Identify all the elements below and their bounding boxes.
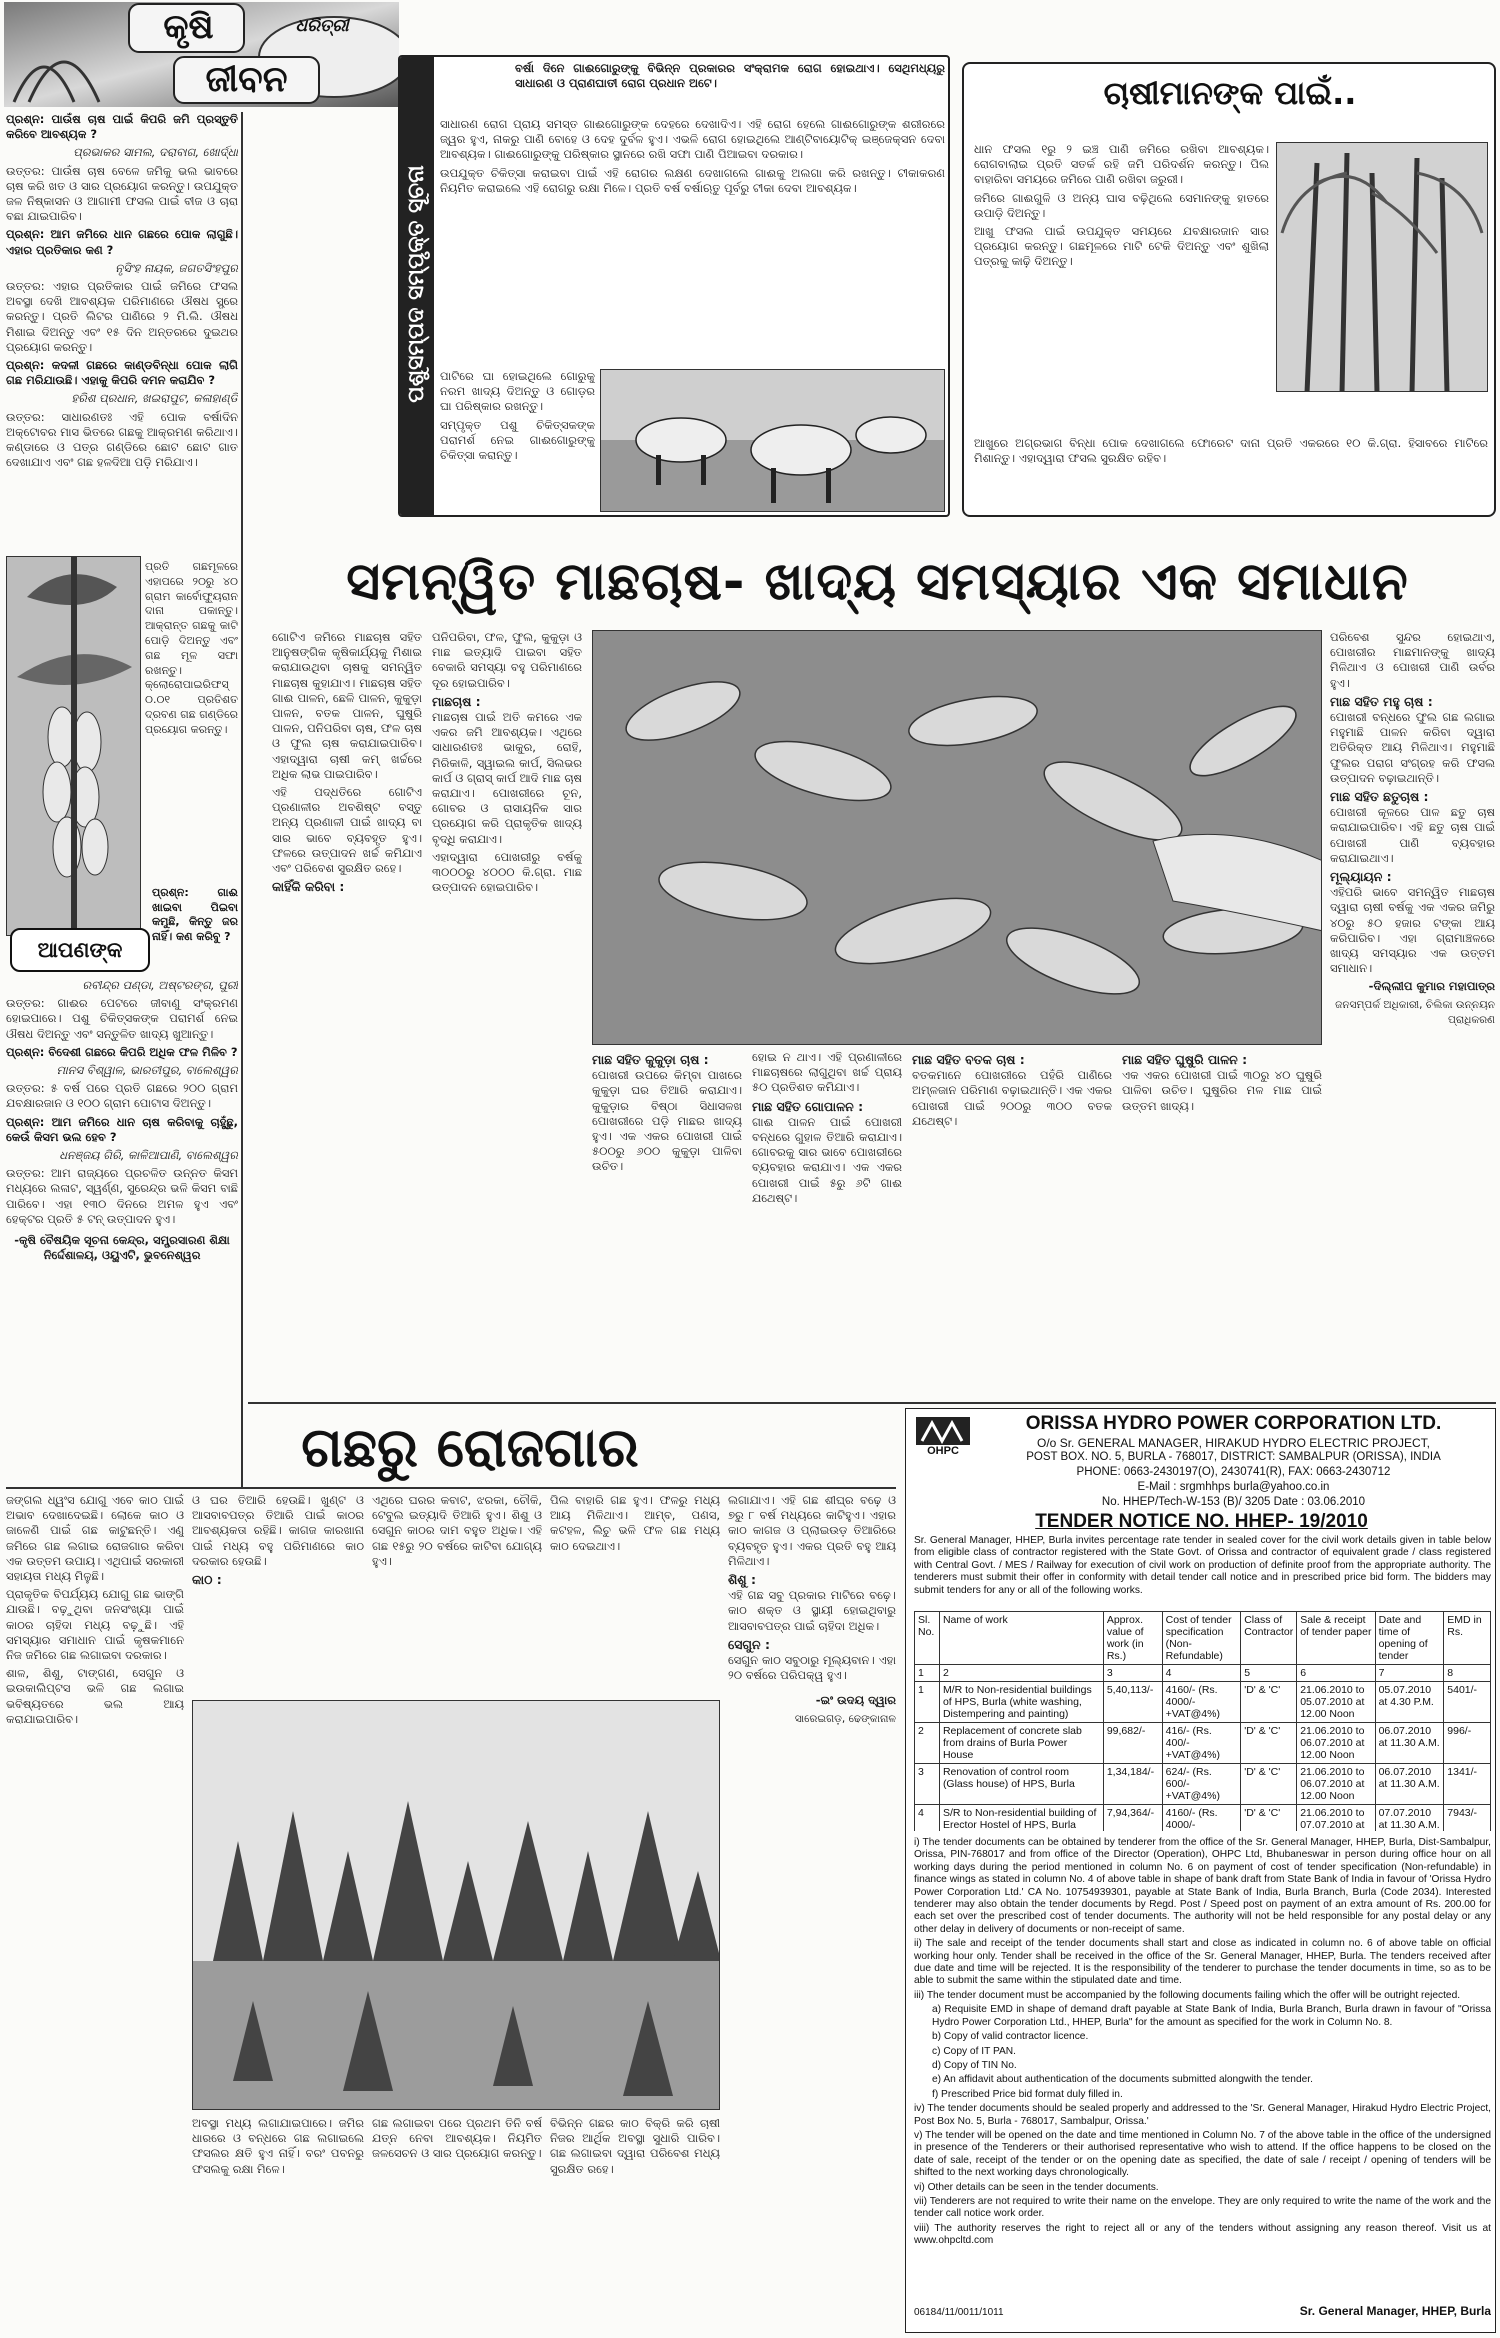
fish-subheading: ମାଛଚାଷ : — [432, 693, 481, 709]
fish-paragraph: ବତକମାନେ ପୋଖରୀରେ ପହଁରି ପାଣିରେ ଅମ୍ଳଜାନ ପରିମାଣ ବଢ଼ାଇଥାନ୍ତି। ଏକ ଏକର ପୋଖରୀ ପାଇଁ ୨୦୦ରୁ ୩୦୦ ବତକ ଯଥେଷ୍ଟ। — [912, 1068, 1112, 1128]
trees-subheading: କାଠ : — [192, 1572, 222, 1588]
farmers-tip: ଧାନ ଫସଲ ୧ରୁ ୨ ଇଞ୍ଚ ପାଣି ଜମିରେ ରଖିବା ଆବଶ୍ୟକ। ରୋଗବାଲାଇ ପ୍ରତି ସତର୍କ ରହି ଜମି ପରିଦର୍ଶନ କରନ୍ତୁ। ପିଲ ବାହାରିବା ସମୟରେ ଜମିରେ ପାଣି ରଖିବା ଜରୁରୀ। — [974, 142, 1269, 187]
tender-ad-code: 06184/11/0011/1011 — [914, 2307, 1004, 2318]
fish-paragraph: ଏହିପରି ଭାବେ ସମନ୍ୱିତ ମାଛଚାଷ ଦ୍ୱାରା ଚାଷୀ ବର୍ଷକୁ ଏକ ଏକର ଜମିରୁ ୪୦ରୁ ୫୦ ହଜାର ଟଙ୍କା ଆୟ କରିପାରିବ। ଏହା ଗ୍ରାମାଞ୍ଚଳରେ ଖାଦ୍ୟ ସମସ୍ୟାର ଏକ ଉତ୍ତମ ସମାଧାନ। — [1330, 885, 1495, 976]
ohpc-logo-text: OHPC — [927, 1445, 959, 1457]
trees-paragraph: ଶାଳ, ଶିଶୁ, ଟାଙ୍ଗଣ, ସେଗୁନ ଓ ଇଉକାଲିପ୍ଟସ ଭଳି ଗଛ ଲଗାଇ ଭବିଷ୍ୟତରେ ଭଲ ଆୟ କରାଯାଇପାରିବ। — [6, 1666, 184, 1726]
cattle-paragraph: ସମ୍ପୃକ୍ତ ପଶୁ ଚିକିତ୍ସକଙ୍କ ପରାମର୍ଶ ନେଇ ଗାଈଗୋରୁଙ୍କୁ ଚିକିତ୍ସା କରାନ୍ତୁ। — [440, 417, 595, 463]
tender-email: E-Mail : srgmhhps burla@yahoo.co.in — [1137, 1481, 1330, 1493]
trees-paragraph: ପିଲ ବାହାରି ଗଛ ହୁଏ। ଫଳରୁ ମଧ୍ୟ ଆୟ ମିଳିଥାଏ। ଆମ୍ବ, ପଣସ, କଟହଳ, ଲିଚୁ ଭଳି ଫଳ ଗଛ ମଧ୍ୟ କାଠ ଦେଇଥାଏ। — [550, 1493, 720, 1553]
banana-illustration — [7, 557, 141, 936]
forest-illustration — [193, 1701, 720, 2110]
farmers-tip: ଆଖୁରେ ଅଗ୍ରଭାଗ ବିନ୍ଧା ପୋକ ଦେଖାଗଲେ ଫୋରେଟ ଦାନା ପ୍ରତି ଏକରରେ ୧୦ କି.ଗ୍ରା. ହିସାବରେ ମାଟିରେ ମିଶାନ୍ତୁ। ଏହାଦ୍ୱାରା ଫସଲ ସୁରକ୍ଷିତ ରହିବ। — [974, 436, 1488, 466]
tender-col-number: 1 — [915, 1665, 940, 1682]
fish-paragraph: ପରିବେଶ ସୁନ୍ଦର ହୋଇଥାଏ, ପୋଖରୀର ମାଛମାନଙ୍କୁ ଖାଦ୍ୟ ମିଳିଥାଏ ଓ ପୋଖରୀ ପାଣି ଉର୍ବର ହୁଏ। — [1330, 630, 1495, 690]
qa-asker: ନୃସିଂହ ନାୟକ, ଜଗତସିଂହପୁର — [115, 260, 238, 275]
table-cell: 06.07.2010 at 11.30 A.M. — [1375, 1723, 1444, 1764]
table-cell: M/R to Non-residential buildings of HPS, Burla (white washing, Distempering and painting) — [939, 1682, 1103, 1723]
cattle-paragraph: ଉପଯୁକ୍ତ ଚିକିତ୍ସା କରାଇବା ପାଇଁ ଏହି ରୋଗର ଲକ୍ଷଣ ଦେଖାଗଲେ ଗାଈକୁ ଅଲଗା କରି ରଖନ୍ତୁ। ଟୀକାକରଣ ନିୟମିତ କରାଇଲେ ଏହି ରୋଗରୁ ରକ୍ଷା ମିଳେ। ପ୍ରତି ବର୍ଷ ବର୍ଷାଋତୁ ପୂର୍ବରୁ ଟୀକା ଦେବା ଆବଶ୍ୟକ। — [440, 165, 945, 195]
tender-condition: vii) Tenderers are not required to write their name on the envelope. They are only required to write the name of the work and the tender call notice work order. — [914, 2195, 1491, 2220]
fish-subheading: ମାଛ ସହିତ ବତକ ଚାଷ : — [912, 1052, 1025, 1067]
fish-byline-role: ଜନସମ୍ପର୍କ ଅଧିକାରୀ, ଚିଲିକା ଉନ୍ନୟନ ପ୍ରାଧିକରଣ — [1335, 998, 1495, 1026]
trees-subheading: ସେଗୁନ : — [728, 1636, 770, 1652]
tender-condition: f) Prescribed Price bid format duly filled in. — [932, 2088, 1123, 2100]
qa-answer-continued: ପ୍ରତି ଗଛମୂଳରେ ଏହାପରେ ୨୦ରୁ ୪୦ ଗ୍ରାମ କାର୍ବୋଫ୍ୟୁରାନ ଦାନା ପକାନ୍ତୁ। ଆକ୍ରାନ୍ତ ଗଛକୁ କାଟି ପୋଡ଼ି ଦିଅନ୍ତୁ ଏବଂ ଗଛ ମୂଳ ସଫା ରଖନ୍ତୁ। କ୍ଲୋରୋପାଇରିଫସ୍ ୦.୦୧ ପ୍ରତିଶତ ଦ୍ରବଣ ଗଛ ଗଣ୍ଡିରେ ପ୍ରୟୋଗ କରନ୍ତୁ। — [145, 560, 238, 736]
table-cell: 996/- — [1444, 1723, 1491, 1764]
cattle-vertical-title-text: ପଶୁସମ୍ପଦ ସମ୍ପୃକ୍ତ ସୂଚନା — [404, 165, 429, 403]
tender-condition: vi) Other details can be seen in the tender documents. — [914, 2181, 1159, 2193]
fish-paragraph: ପୋଖରୀ ଉପରେ କିମ୍ବା ପାଖରେ କୁକୁଡ଼ା ଘର ତିଆରି କରାଯାଏ। କୁକୁଡ଼ାର ବିଷ୍ଠା ସିଧାସଳଖ ପୋଖରୀରେ ପଡ଼ି ମାଛର ଖାଦ୍ୟ ହୁଏ। ଏକ ଏକର ପୋଖରୀ ପାଇଁ ୫୦୦ରୁ ୬୦୦ କୁକୁଡ଼ା ପାଳିବା ଉଚିତ। — [592, 1068, 742, 1174]
tender-col-header: Class of Contractor — [1241, 1612, 1297, 1665]
table-cell: 416/- (Rs. 400/- +VAT@4%) — [1162, 1723, 1241, 1764]
tender-address: POST BOX. NO. 5, BURLA - 768017, DISTRICT: SAMBALPUR (ORISSA), INDIA — [1026, 1451, 1441, 1463]
fish-photo — [592, 630, 1322, 1045]
fish-paragraph: ଗାଈ ପାଳନ ପାଇଁ ପୋଖରୀ ବନ୍ଧରେ ଗୁହାଳ ତିଆରି କରାଯାଏ। ଗୋବରକୁ ସାର ଭାବେ ପୋଖରୀରେ ବ୍ୟବହାର କରାଯାଏ। ଏକ ଏକର ପୋଖରୀ ପାଇଁ ୫ରୁ ୬ଟି ଗାଈ ଯଥେଷ୍ଟ। — [752, 1114, 902, 1205]
trees-paragraph: ଜଙ୍ଗଲ ଧ୍ୱଂସ ଯୋଗୁ ଏବେ କାଠ ପାଇଁ ଅଭାବ ଦେଖାଦେଇଛି। ଲୋକେ କାଠ ଓ ଜାଳେଣି ପାଇଁ ଗଛ କାଟୁଛନ୍ତି। ଏଣୁ ଜମିରେ ଗଛ ଲଗାଇ ରୋଜଗାର କରିବା ଏକ ଉତ୍ତମ ଉପାୟ। ଏଥିପାଇଁ ସରକାରୀ ସହାୟତା ମଧ୍ୟ ମିଳୁଛି। — [6, 1493, 184, 1584]
table-cell: 624/- (Rs. 600/- +VAT@4%) — [1162, 1764, 1241, 1805]
table-cell: 05.07.2010 at 4.30 P.M. — [1375, 1682, 1444, 1723]
tender-condition: i) The tender documents can be obtained by tenderer from the office of the Sr. General Manager, HHEP, Burla, Dist-Sambalpur, Orissa, PIN-768017 and from office of the Director (Operation), OHPC Ltd, Bhubaneswar in person during office hour on all working days during the period mentioned in column No. 6 on payment of cost of tender specification (Non-refundable) in finance wings as stated in column No. 4 of above table in shape of bank draft from State Bank of India in favour of 'Orissa Hydro Power Corporation Ltd.' CA No. 10754939301, payable at State Bank of India, Burla Branch, Burla (Code 2034). Interested tenderer may also obtain the tender documents by Regd. Post / Speed post on payment of an extra amount of Rs. 200.00 for each set over the prescribed cost of tender documents. The authority will not be held responsible for any postal delay or any other delay in delivery of documents or non-receipt of same. — [914, 1837, 1491, 1935]
tender-signature: Sr. General Manager, HHEP, Burla — [1299, 2304, 1491, 2318]
fish-paragraph: ଏହି ପଦ୍ଧତିରେ ଗୋଟିଏ ପ୍ରଣାଳୀର ଅବଶିଷ୍ଟ ବସ୍ତୁ ଅନ୍ୟ ପ୍ରଣାଳୀ ପାଇଁ ଖାଦ୍ୟ ବା ସାର ଭାବେ ବ୍ୟବହୃତ ହୁଏ। ଫଳରେ ଉତ୍ପାଦନ ଖର୍ଚ୍ଚ କମିଯାଏ ଏବଂ ପରିବେଶ ସୁରକ୍ଷିତ ରହେ। — [272, 785, 422, 876]
qa-answer: ଉତ୍ତର: ସାଧାରଣତଃ ଏହି ପୋକ ବର୍ଷାଦିନ ଅକ୍ଟୋବର ମାସ ଭିତରେ ଗଛକୁ ଆକ୍ରମଣ କରିଥାଏ। କଣ୍ଡାରେ ଓ ପତ୍ର ଗଣ୍ଡିରେ ଛୋଟ ଛୋଟ ଗାତ ଦେଖାଯାଏ ଏବଂ ଗଛ ହଳଦିଆ ପଡ଼ି ମରିଯାଏ। — [6, 409, 238, 470]
qa-question: ପ୍ରଶ୍ନ: ପାଉଁଷ ଚାଷ ପାଇଁ କିପରି ଜମି ପ୍ରସ୍ତୁତି କରିବେ ଆବଶ୍ୟକ ? — [6, 112, 238, 142]
tender-condition: e) An affidavit about authentication of the documents submitted alongwith the tender. — [932, 2074, 1313, 2086]
tender-condition: a) Requisite EMD in shape of demand draft payable at State Bank of India, Burla Branch, Burla drawn in favour of "Orissa Hydro Power Corporation Ltd., HHEP, Burla" for the amount as specified for the work in Column No. 8. — [932, 2004, 1491, 2028]
trees-bottom-1: ଅବସ୍ଥା ମଧ୍ୟ ଲଗାଯାଇପାରେ। ଜମିର ଧାରରେ ଓ ବନ୍ଧରେ ଗଛ ଲଗାଇଲେ ଫସଲର କ୍ଷତି ହୁଏ ନାହିଁ। ବରଂ ପବନରୁ ଫସଲକୁ ରକ୍ଷା ମିଳେ। — [192, 2116, 364, 2176]
tender-office: O/o Sr. GENERAL MANAGER, HIRAKUD HYDRO ELECTRIC PROJECT, — [1037, 1436, 1430, 1450]
table-row — [915, 1723, 1491, 1764]
tender-col-number: 4 — [1162, 1665, 1241, 1682]
trees-headline: ଗଛରୁ ରୋଜଗାର — [301, 1416, 639, 1479]
qa-question: ପ୍ରଶ୍ନ: କଦଳୀ ଗଛରେ କାଣ୍ଡବିନ୍ଧା ପୋକ ଲାଗି ଗଛ ମରିଯାଉଛି। ଏହାକୁ କିପରି ଦମନ କରାଯିବ ? — [6, 358, 238, 388]
table-cell: 5401/- — [1444, 1682, 1491, 1723]
trees-paragraph: ଏଥିରେ ଘରର କବାଟ, ଝରକା, ଚୌକି, ଟେବୁଲ ଇତ୍ୟାଦି ତିଆରି ହୁଏ। ଶିଶୁ ଓ ସେଗୁନ କାଠର ଦାମ ବହୁତ ଅଧିକ। ଏହି ଗଛ ୧୫ରୁ ୨୦ ବର୍ଷରେ କାଟିବା ଯୋଗ୍ୟ ହୁଏ। — [372, 1493, 542, 1568]
tender-col-header: Date and time of opening of tender — [1375, 1612, 1444, 1665]
tender-col-header: Sale & receipt of tender paper — [1297, 1612, 1375, 1665]
cattle-vertical-title — [400, 57, 434, 515]
fish-column-5 — [1330, 630, 1495, 1400]
qa-section-label: ଆପଣଙ୍କ — [10, 928, 150, 972]
qa-asker: ପ୍ରଭାକର ସାମଲ, ଦରାବାଗ, ଖୋର୍ଦ୍ଧା — [73, 145, 238, 160]
trees-byline-place: ସାରେଇଗଡ଼, ଢେଙ୍କାନାଳ — [794, 1712, 896, 1725]
table-row — [915, 1682, 1491, 1723]
fish-subheading: ମାଛ ସହିତ ଛତୁଚାଷ : — [1330, 789, 1429, 805]
fish-section-rule — [248, 1402, 1496, 1404]
tender-reference: No. HHEP/Tech-W-153 (B)/ 3205 Date : 03.06.2010 — [1101, 1496, 1366, 1508]
trees-paragraph: ସେଗୁନ କାଠ ସବୁଠାରୁ ମୂଲ୍ୟବାନ। ଏହା ୨୦ ବର୍ଷରେ ପରିପକ୍ୱ ହୁଏ। — [728, 1653, 896, 1683]
fish-illustration — [593, 631, 1322, 1045]
table-cell: 1341/- — [1444, 1764, 1491, 1805]
masthead-title-top: କୃଷି — [163, 7, 214, 47]
fish-paragraph: ହୋଇ ନ ଥାଏ। ଏହି ପ୍ରଣାଳୀରେ ମାଛଚାଷରେ ଲାଗୁଥିବା ଖର୍ଚ୍ଚ ପ୍ରାୟ ୫୦ ପ୍ରତିଶତ କମିଯାଏ। — [752, 1050, 902, 1095]
fish-subheading: ମାଛ ସହିତ ଗୋପାଳନ : — [752, 1098, 864, 1114]
tender-intro: Sr. General Manager, HHEP, Burla invites percentage rate tender in sealed cover for the civil work details given in table below from eligible class of contractor registered with the State Govt. of Orissa and contractor of equivalent grade / class registered with Central Govt. / MES / Railway for execution of civil work on production of definite proof from the appropriate authority. The tenderers must submit their offer in conformity with detail tender call notice and in prescribed price bid form. The bidders may submit tenders for any or all of the following works. — [914, 1535, 1491, 1596]
tender-conditions — [914, 1837, 1491, 2297]
trees-column-1 — [6, 1493, 184, 2333]
trees-column-3 — [372, 1493, 542, 1693]
farmers-title: ଚାଷୀମାନଙ୍କ ପାଇଁ.. — [1103, 74, 1357, 112]
tender-col-number: 8 — [1444, 1665, 1491, 1682]
qa-column-rule — [241, 112, 243, 1487]
table-cell: 2 — [915, 1723, 940, 1764]
fish-subheading: ମାଛ ସହିତ ମହୁ ଚାଷ : — [1330, 693, 1433, 709]
cattle-paragraph: ପାଟିରେ ଘା ହୋଇଥିଲେ ଗୋରୁକୁ ନରମ ଖାଦ୍ୟ ଦିଅନ୍ତୁ ଓ ଗୋଡ଼ର ଘା ପରିଷ୍କାର ରଖନ୍ତୁ। — [440, 369, 595, 414]
table-cell: 21.06.2010 to 07.07.2010 at — [1297, 1805, 1375, 1832]
table-cell: 'D' & 'C' — [1241, 1805, 1297, 1832]
trees-column-2 — [192, 1493, 364, 1693]
fish-byline: -ଦିଲ୍ଲୀପ କୁମାର ମହାପାତ୍ର — [1368, 979, 1495, 994]
forest-photo — [192, 1700, 720, 2110]
fish-column-4c — [1122, 1050, 1322, 1395]
tender-col-header: Cost of tender specification (Non-Refundable) — [1162, 1612, 1241, 1665]
fish-paragraph: ମାଛଚାଷ ପାଇଁ ଅତି କମରେ ଏକ ଏକର ଜମି ଆବଶ୍ୟକ। ଏଥିରେ ସାଧାରଣତଃ ଭାକୁର, ରୋହି, ମିରିକାଳି, ସ୍ୱାଇଲ କାର୍ପ, ସିଲଭର କାର୍ପ ଓ ଗ୍ରାସ୍ କାର୍ପ ଆଦି ମାଛ ଚାଷ କରାଯାଏ। ପୋଖରୀରେ ଚୂନ, ଗୋବର ଓ ରାସାୟନିକ ସାର ପ୍ରୟୋଗ କରି ପ୍ରାକୃତିକ ଖାଦ୍ୟ ବୃଦ୍ଧି କରାଯାଏ। — [432, 710, 582, 846]
qa-asker: ମାନସ ବିଶ୍ୱାଳ, ଭାରତୀପୁର, ବାଲେଶ୍ୱର — [56, 1063, 238, 1078]
qa-question: ପ୍ରଶ୍ନ: ଆମ ଜମିରେ ଧାନ ଚାଷ କରିବାକୁ ଚାହୁଁଛୁ, କେଉଁ କିସମ ଭଲ ହେବ ? — [6, 1114, 238, 1144]
fish-subheading: ମାଛ ସହିତ ଘୁଷୁରି ପାଳନ : — [1122, 1052, 1248, 1067]
trees-paragraph: ଏହି ଗଛ ସବୁ ପ୍ରକାର ମାଟିରେ ବଢ଼େ। କାଠ ଶକ୍ତ ଓ ସ୍ଥାୟୀ ହୋଇଥିବାରୁ ଆସବାବପତ୍ର ପାଇଁ ଚାହିଦା ଅଧିକ। — [728, 1588, 896, 1633]
table-cell: 21.06.2010 to 06.07.2010 at 12.00 Noon — [1297, 1723, 1375, 1764]
banana-photo — [6, 556, 141, 936]
cattle-paragraph: ସାଧାରଣ ରୋଗ ପ୍ରାୟ ସମସ୍ତ ଗାଈଗୋରୁଙ୍କ ଦେହରେ ଦେଖାଦିଏ। ଏହି ରୋଗ ହେଲେ ଗାଈଗୋରୁଙ୍କ ଶରୀରରେ ଜ୍ୱର ହୁଏ, ନାକରୁ ପାଣି ବୋହେ ଓ ଦେହ ଦୁର୍ବଳ ହୁଏ। ଏଭଳି ରୋଗ ହୋଇଥିଲେ ଆଣ୍ଟିବାୟୋଟିକ୍ ଇଞ୍ଜେକ୍ସନ ଦେବା ଆବଶ୍ୟକ। ଗାଈଗୋରୁଙ୍କୁ ପରିଷ୍କାର ସ୍ଥାନରେ ରଖି ସଫା ପାଣି ପିଆଇବା ଦରକାର। — [440, 117, 945, 162]
table-cell: 3 — [915, 1764, 940, 1805]
qa-answer: ଉତ୍ତର: ଗାଈର ପେଟରେ ଜୀବାଣୁ ସଂକ୍ରମଣ ହୋଇପାରେ। ପଶୁ ଚିକିତ୍ସକଙ୍କ ପରାମର୍ଶ ନେଇ ଔଷଧ ଦିଅନ୍ତୁ ଏବଂ ସନ୍ତୁଳିତ ଖାଦ୍ୟ ଖୁଆନ୍ତୁ। — [6, 996, 238, 1041]
tender-col-number: 3 — [1103, 1665, 1162, 1682]
trees-paragraph: ଲଗାଯାଏ। ଏହି ଗଛ ଶୀଘ୍ର ବଢ଼େ ଓ ୭ରୁ ୮ ବର୍ଷ ମଧ୍ୟରେ କାଟିହୁଏ। ଏହାର କାଠ କାଗଜ ଓ ପ୍ଲାଇଉଡ଼ ତିଆରିରେ ବ୍ୟବହୃତ ହୁଏ। ଏକର ପ୍ରତି ବହୁ ଆୟ ମିଳିଥାଏ। — [728, 1493, 896, 1568]
trees-column-5 — [728, 1493, 896, 2333]
fish-column-4 — [752, 1050, 902, 1395]
cattle-illustration — [601, 370, 945, 512]
table-cell: 99,682/- — [1103, 1723, 1162, 1764]
fish-column-1 — [272, 630, 422, 1325]
tender-col-header: Sl. No. — [915, 1612, 940, 1665]
qa-answer: ଉତ୍ତର: ୫ ବର୍ଷ ପରେ ପ୍ରତି ଗଛରେ ୨୦୦ ଗ୍ରାମ ଯବକ୍ଷାରଜାନ ଓ ୧୦୦ ଗ୍ରାମ ପୋଟାସ ଦିଅନ୍ତୁ। — [6, 1081, 238, 1111]
qa-asker: ହରିଶ ପ୍ରଧାନ, ଖଇରାପୁଟ, କଳାହାଣ୍ଡି — [71, 391, 238, 406]
tender-condition: d) Copy of TIN No. — [932, 2059, 1017, 2071]
table-cell: Replacement of concrete slab from drains of Burla Power House — [939, 1723, 1103, 1764]
qa-asker: ରବୀନ୍ଦ୍ର ପଣ୍ଡା, ଅଷ୍ଟରଙ୍ଗ, ପୁରୀ — [82, 978, 238, 992]
fish-column-2 — [432, 630, 582, 1325]
tender-company: ORISSA HYDRO POWER CORPORATION LTD. — [1025, 1413, 1442, 1434]
tender-table-wrap — [914, 1611, 1491, 1831]
farmers-tip: ଆଖୁ ଫସଲ ପାଇଁ ଉପଯୁକ୍ତ ସମୟରେ ଯବକ୍ଷାରଜାନ ସାର ପ୍ରୟୋଗ କରନ୍ତୁ। ଗଛମୂଳରେ ମାଟି ଟେକି ଦିଅନ୍ତୁ ଏବଂ ଶୁଖିଲା ପତ୍ରକୁ କାଢ଼ି ଦିଅନ୍ତୁ। — [974, 224, 1269, 269]
paper-logo: ଧରିତ୍ରୀ — [295, 16, 349, 36]
tender-notice — [905, 1408, 1496, 2333]
trees-headline-rule — [6, 1487, 896, 1489]
table-cell: 5,40,113/- — [1103, 1682, 1162, 1723]
masthead-title-bottom: ଜୀବନ — [205, 59, 288, 100]
tender-condition: iv) The tender documents should be sealed properly and addressed to the 'Sr. General Manager, Hirakud Hydro Electric Project, Post Box No. 5, Burla - 768017, Sambalpur, Orissa.' — [914, 2103, 1491, 2127]
tender-col-number: 6 — [1297, 1665, 1375, 1682]
tender-table — [914, 1611, 1491, 1831]
tender-phone: PHONE: 0663-2430197(O), 2430741(R), FAX: 0663-2430712 — [1076, 1466, 1391, 1478]
qa-column — [6, 112, 238, 552]
fish-paragraph: ଗୋଟିଏ ଜମିରେ ମାଛଚାଷ ସହିତ ଆନୁଷଙ୍ଗିକ କୃଷିକାର୍ଯ୍ୟକୁ ମିଶାଇ କରାଯାଉଥିବା ଚାଷକୁ ସମନ୍ୱିତ ମାଛଚାଷ କୁହାଯାଏ। ମାଛଚାଷ ସହିତ ଗାଈ ପାଳନ, ଛେଳି ପାଳନ, କୁକୁଡ଼ା ପାଳନ, ବତକ ପାଳନ, ଘୁଷୁରି ପାଳନ, ପନିପରିବା ଚାଷ, ଫଳ ଚାଷ ଓ ଫୁଲ ଚାଷ କରାଯାଇପାରିବ। ଏହାଦ୍ୱାରା ଚାଷୀ କମ୍ ଖର୍ଚ୍ଚରେ ଅଧିକ ଲାଭ ପାଇପାରିବ। — [272, 630, 422, 781]
cattle-side-text — [440, 369, 595, 514]
cattle-body — [440, 117, 945, 367]
tender-col-number: 2 — [939, 1665, 1103, 1682]
table-cell: 1 — [915, 1682, 940, 1723]
tender-table-header — [915, 1612, 1491, 1665]
fish-subheading: କାହିଁକି କରିବା : — [272, 879, 345, 895]
masthead — [4, 2, 399, 107]
fish-headline: ସମନ୍ୱିତ ମାଛଚାଷ- ଖାଦ୍ୟ ସମସ୍ୟାର ଏକ ସମାଧାନ — [346, 552, 1409, 612]
trees-subheading: ଶିଶୁ : — [728, 1572, 756, 1588]
cattle-article — [398, 55, 950, 517]
fish-paragraph: ଏହାଦ୍ୱାରା ପୋଖରୀରୁ ବର୍ଷକୁ ୩୦୦୦ରୁ ୪୦୦୦ କି.ଗ୍ରା. ମାଛ ଉତ୍ପାଦନ ହୋଇପାରିବ। — [432, 849, 582, 895]
cattle-lead: ବର୍ଷା ଦିନେ ଗାଈଗୋରୁଙ୍କୁ ବିଭିନ୍ନ ପ୍ରକାରର ସଂକ୍ରାମକ ରୋଗ ହୋଇଥାଏ। ସେଥିମଧ୍ୟରୁ ସାଧାରଣ ଓ ପ୍ରାଣଘାତୀ ରୋଗ ପ୍ରଧାନ ଅଟେ। — [515, 61, 945, 91]
table-cell: 7943/- — [1444, 1805, 1491, 1832]
qa-answer: ଉତ୍ତର: ପାଉଁଷ ଚାଷ ବେଳେ ଜମିକୁ ଭଲ ଭାବରେ ଚାଷ କରି ଖତ ଓ ସାର ପ୍ରୟୋଗ କରନ୍ତୁ। ଉପଯୁକ୍ତ ଜଳ ନିଷ୍କାସନ ଓ ଆଗାମୀ ଫସଲ ପାଇଁ ବୀଜ ଓ ଚାରା ବଛା ଯାଇପାରିବ। — [6, 163, 238, 224]
sugarcane-illustration — [1277, 143, 1488, 392]
qa-answer: ଉତ୍ତର: ଏହାର ପ୍ରତିକାର ପାଇଁ ଜମିରେ ଫସଲ ଅବସ୍ଥା ଦେଖି ଆବଶ୍ୟକ ପରିମାଣରେ ଔଷଧ ସ୍ପ୍ରେ କରନ୍ତୁ। ପ୍ରତି ଲିଟର ପାଣିରେ ୨ ମି.ଲି. ଔଷଧ ମିଶାଇ ଦିଅନ୍ତୁ ଏବଂ ୧୫ ଦିନ ଅନ୍ତରରେ ଦୁଇଥର ପ୍ରୟୋଗ କରନ୍ତୁ। — [6, 279, 238, 354]
table-cell: 06.07.2010 at 11.30 A.M. — [1375, 1764, 1444, 1805]
tender-col-header: Approx. value of work (in Rs.) — [1103, 1612, 1162, 1665]
farmers-box — [962, 62, 1496, 517]
fish-subheading: ମୂଲ୍ୟାୟନ : — [1330, 869, 1392, 885]
fish-paragraph: ପୋଖରୀ ବନ୍ଧରେ ଫୁଲ ଗଛ ଲଗାଇ ମହୁମାଛି ପାଳନ କରିବା ଦ୍ୱାରା ଅତିରିକ୍ତ ଆୟ ମିଳିଥାଏ। ମହୁମାଛି ଫୁଲର ପରାଗ ସଂଗ୍ରହ କରି ଫସଲ ଉତ୍ପାଦନ ବଢ଼ାଇଥାନ୍ତି। — [1330, 710, 1495, 785]
tender-condition: viii) The authority reserves the right to reject all or any of the tenders without assigning any reason thereof. Visit us at www.ohpcltd.com — [914, 2222, 1491, 2247]
tender-condition: c) Copy of IT PAN. — [932, 2045, 1016, 2057]
tender-col-header: Name of work — [939, 1612, 1103, 1665]
qa-question: ପ୍ରଶ୍ନ: ଆମ ଜମିରେ ଧାନ ଗଛରେ ପୋକ ଲାଗୁଛି। ଏହାର ପ୍ରତିକାର କଣ ? — [6, 227, 238, 257]
trees-paragraph: ଓ ଘର ତିଆରି ହେଉଛି। ଖୁଣ୍ଟ ଓ ଆସବାବପତ୍ର ତିଆରି ପାଇଁ କାଠର ଆବଶ୍ୟକତା ରହିଛି। କାଗଜ କାରଖାନା ପାଇଁ ମଧ୍ୟ ବହୁ ପରିମାଣରେ କାଠ ଦରକାର ହେଉଛି। — [192, 1493, 364, 1568]
qa-asker: ଧନଞ୍ଜୟ ଗିରି, କାଳିଆପାଣି, ବାଲେଶ୍ୱର — [59, 1148, 238, 1163]
tender-condition: iii) The tender document must be accompanied by the following documents failing which the offer will be outright rejected. — [914, 1989, 1461, 2001]
table-cell: 1,34,184/- — [1103, 1764, 1162, 1805]
trees-paragraph: ପ୍ରାକୃତିକ ବିପର୍ଯ୍ୟୟ ଯୋଗୁ ଗଛ ଭାଙ୍ଗି ଯାଉଛି। ବଢ଼ୁଥିବା ଜନସଂଖ୍ୟା ପାଇଁ କାଠର ଚାହିଦା ମଧ୍ୟ ବଢ଼ୁଛି। ଏହି ସମସ୍ୟାର ସମାଧାନ ପାଇଁ କୃଷକମାନେ ନିଜ ଜମିରେ ଗଛ ଲଗାଇବା ଦରକାର। — [6, 1587, 184, 1663]
farmers-body-lower — [974, 436, 1488, 514]
table-row — [915, 1805, 1491, 1832]
qa-question: ପ୍ରଶ୍ନ: ଗାଈ ଖାଇବା ପିଇବା କମୁଛି, କିନ୍ତୁ ଜର ନାହିଁ। କଣ କରିବୁ ? — [152, 886, 238, 943]
fish-paragraph: ଏକ ଏକର ପୋଖରୀ ପାଇଁ ୩୦ରୁ ୪୦ ଘୁଷୁରି ପାଳିବା ଉଚିତ। ଘୁଷୁରିର ମଳ ମାଛ ପାଇଁ ଉତ୍ତମ ଖାଦ୍ୟ। — [1122, 1068, 1322, 1113]
tender-column-number-row — [915, 1665, 1491, 1682]
trees-byline: -ଇଂ ଉଦୟ ଦ୍ୱାର — [815, 1693, 896, 1708]
fish-paragraph: ପନିପରିବା, ଫଳ, ଫୁଲ, କୁକୁଡ଼ା ଓ ମାଛ ଇତ୍ୟାଦି ପାଇବା ସହିତ ବେକାରି ସମସ୍ୟା ବହୁ ପରିମାଣରେ ଦୂର ହୋଇପାରିବ। — [432, 630, 582, 690]
fish-paragraph: ପୋଖରୀ କୂଳରେ ପାଳ ଛତୁ ଚାଷ କରାଯାଇପାରିବ। ଏହି ଛତୁ ଚାଷ ପାଇଁ ପୋଖରୀ ପାଣି ବ୍ୟବହାର କରାଯାଇଥାଏ। — [1330, 805, 1495, 865]
table-cell: 4 — [915, 1805, 940, 1832]
table-cell: 'D' & 'C' — [1241, 1764, 1297, 1805]
tender-condition: v) The tender will be opened on the date and time mentioned in Column No. 7 of the above table in the office of the undersigned in presence of the Tenderers or their authorised representative who wish to attend. If the office happens to be closed on the date of sale, receipt of the tender or on the opening date as specified, the date of sale / receipt / opening of tenders will be shifted to the next working days chronologically. — [914, 2129, 1491, 2179]
qa-question-small — [152, 886, 238, 978]
tender-col-header: EMD in Rs. — [1444, 1612, 1491, 1665]
table-cell: 'D' & 'C' — [1241, 1723, 1297, 1764]
trees-bottom-3: ବିଭିନ୍ନ ଗଛର କାଠ ବିକ୍ରି କରି ଚାଷୀ ନିଜର ଆର୍ଥିକ ଅବସ୍ଥା ସୁଧାରି ପାରିବ। ଗଛ ଲଗାଇବା ଦ୍ୱାରା ପରିବେଶ ମଧ୍ୟ ସୁରକ୍ଷିତ ରହେ। — [550, 2116, 720, 2176]
table-cell: 4160/- (Rs. 4000/- +VAT@4%) — [1162, 1682, 1241, 1723]
tender-condition: ii) The sale and receipt of the tender documents shall start and close as indicated in column no. 6 of above table on official working hour only. Tender shall be received in the office of the Sr. General Manager, HHEP, Burla. The tenders received after due date and time will be rejected. It is the responsibility of the tenderer to purchase the tender documents in time, so as to be able to submit the same within the stipulated date and time. — [914, 1938, 1491, 1987]
qa-footer: -କୃଷି ବୈଷୟିକ ସୂଚନା କେନ୍ଦ୍ର, ସମ୍ପ୍ରସାରଣ ଶିକ୍ଷା ନିର୍ଦ୍ଦେଶାଳୟ, ଓୟୁଏଟି, ଭୁବନେଶ୍ୱର — [14, 1233, 230, 1263]
fish-column-4b — [912, 1050, 1112, 1395]
trees-column-4 — [550, 1493, 720, 1693]
table-cell: 21.06.2010 to 05.07.2010 at 12.00 Noon — [1297, 1682, 1375, 1723]
farmers-body — [974, 142, 1269, 432]
trees-bottom-2: ଗଛ ଲଗାଇବା ପରେ ପ୍ରଥମ ତିନି ବର୍ଷ ଯତ୍ନ ନେବା ଆବଶ୍ୟକ। ନିୟମିତ ଜଳସେଚନ ଓ ସାର ପ୍ରୟୋଗ କରନ୍ତୁ। — [372, 2116, 542, 2161]
table-cell: 4160/- (Rs. 4000/- — [1162, 1805, 1241, 1832]
table-cell: 'D' & 'C' — [1241, 1682, 1297, 1723]
table-cell: 7,94,364/- — [1103, 1805, 1162, 1832]
qa-question: ପ୍ରଶ୍ନ: ବିଦେଶୀ ଗଛରେ କିପରି ଅଧିକ ଫଳ ମିଳିବ ? — [6, 1044, 238, 1059]
cattle-photo — [600, 369, 945, 512]
ohpc-logo — [914, 1415, 972, 1459]
table-cell: 07.07.2010 at 11.30 A.M. — [1375, 1805, 1444, 1832]
farmers-tip: ଜମିରେ ଗାଈଗୁଳି ଓ ଅନ୍ୟ ଘାସ ବଢ଼ିଥିଲେ ସେମାନଙ୍କୁ ହାତରେ ଉପାଡ଼ି ଦିଅନ୍ତୁ। — [974, 190, 1269, 220]
table-cell: Renovation of control room (Glass house) of HPS, Burla — [939, 1764, 1103, 1805]
fish-subheading: ମାଛ ସହିତ କୁକୁଡ଼ା ଚାଷ : — [592, 1052, 709, 1067]
table-row — [915, 1764, 1491, 1805]
tender-condition: b) Copy of valid contractor licence. — [932, 2031, 1089, 2043]
fish-column-3 — [592, 1050, 742, 1395]
table-cell: S/R to Non-residential building of Erector Hostel of HPS, Burla — [939, 1805, 1103, 1832]
qa-answer: ଉତ୍ତର: ଆମ ରାଜ୍ୟରେ ପ୍ରଚଳିତ ଉନ୍ନତ କିସମ ମଧ୍ୟରେ ଲଳାଟ, ସ୍ୱର୍ଣ୍ଣ, ସୁରେନ୍ଦ୍ର ଭଳି କିସମ ବାଛି ପାରିବେ। ଏହା ୧୩୦ ଦିନରେ ଅମଳ ହୁଏ ଏବଂ ହେକ୍ଟର ପ୍ରତି ୫ ଟନ୍ ଉତ୍ପାଦନ ହୁଏ। — [6, 1166, 238, 1226]
tender-col-number: 7 — [1375, 1665, 1444, 1682]
table-cell: 21.06.2010 to 06.07.2010 at 12.00 Noon — [1297, 1764, 1375, 1805]
sugarcane-photo — [1276, 142, 1488, 392]
tender-notice-title: TENDER NOTICE NO. HHEP- 19/2010 — [1035, 1511, 1368, 1532]
tender-col-number: 5 — [1241, 1665, 1297, 1682]
